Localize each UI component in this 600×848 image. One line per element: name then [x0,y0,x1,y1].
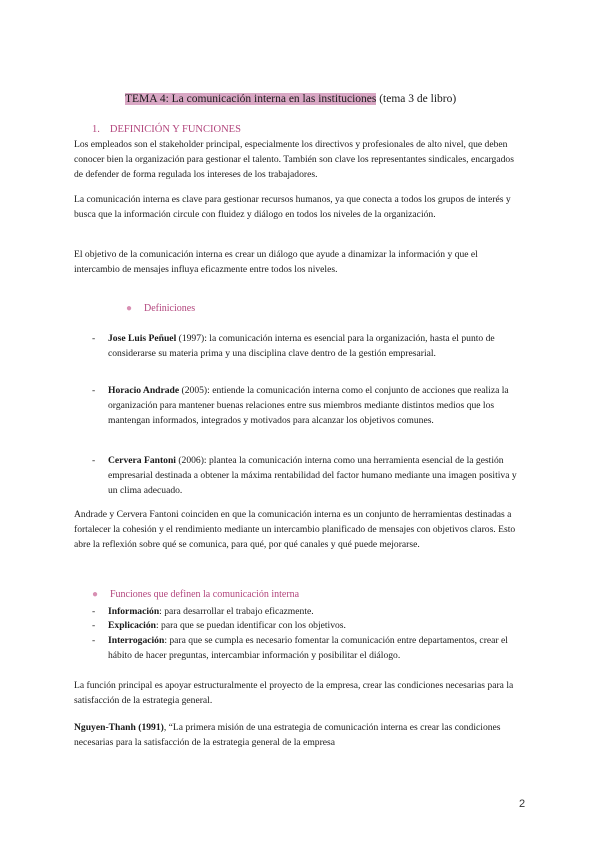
item-text: : para que se puedan identificar con los objetivos. [155,620,346,631]
list-item [92,453,522,498]
list-item [92,383,522,428]
dash-icon: - [92,620,96,631]
dash-icon: - [92,333,96,344]
item-term: Información [108,606,160,617]
dash-icon: - [92,455,96,466]
paragraph-2: La comunicación interna es clave para gestionar recursos humanos, ya que conecta a todos los grupos de interés y busca que la información circule con fluidez y diálogo en todos los niveles de la organización. [74,194,511,220]
paragraph-4: Andrade y Cervera Fantoni coinciden en que la comunicación interna es un conjunto de herramientas destinadas a fortalecer la cohesión y el rendimiento mediante un intercambio planificado de mensajes con objetivos claros. Esto abre la reflexión sobre qué se comunica, para qué, por qué canales y qué puede mejorarse. [74,509,516,550]
quote-author: Nguyen-Thanh (1991) [74,722,164,733]
list-item [92,604,522,619]
item-text: : para desarrollar el trabajo eficazmente. [159,606,314,617]
item-text: (2005): entiende la comunicación interna como el conjunto de acciones que realiza la organización para mantener buenas relaciones entre sus miembros mediante distintos medios que los mantengan informados, integrados y motivados para alcanzar los objetivos comunes. [108,385,509,426]
item-text: : para que se cumpla es necesario fomentar la comunicación entre departamentos, crear el hábito de hacer preguntas, intercambiar información y posibilitar el diálogo. [108,635,508,661]
item-author: Cervera Fantoni [108,455,176,466]
paragraph-5: La función principal es apoyar estructuralmente el proyecto de la empresa, crear las condiciones necesarias para la satisfacción de la estrategia general. [74,680,514,706]
bullet-icon: ● [126,303,133,314]
page-title [125,93,456,105]
title-highlight: TEMA 4: La comunicación interna en las instituciones [125,93,377,105]
item-author: Horacio Andrade [108,385,180,396]
definiciones-heading [126,303,195,314]
section-number: 1. [92,124,100,135]
section-heading [92,124,241,135]
section-label: DEFINICIÓN Y FUNCIONES [109,124,241,135]
item-term: Explicación [108,620,156,631]
dash-icon: - [92,606,96,617]
paragraph-1: Los empleados son el stakeholder principal, especialmente los directivos y profesionales de alto nivel, que deben conocer bien la organización para gestionar el talento. También son clave los representantes sindicales, encargados de defender de forma regulada los intereses de los trabajadores. [74,139,514,180]
paragraph-6 [74,720,524,750]
quote-text: , “La primera misión de una estrategia de comunicación interna es crear las condiciones necesarias para la satisfacción de la estrategia general de la empresa [74,722,501,748]
list-item [92,618,522,633]
definiciones-label: Definiciones [144,303,196,314]
list-item [92,633,522,663]
item-author: Jose Luis Peñuel [108,333,177,344]
bullet-icon: ● [92,589,99,600]
title-rest: (tema 3 de libro) [376,93,457,105]
paragraph-3: El objetivo de la comunicación interna es crear un diálogo que ayude a dinamizar la información y que el intercambio de mensajes influya eficazmente entre todos los niveles. [74,249,478,275]
funciones-heading [92,589,299,600]
item-term: Interrogación [108,635,165,646]
item-text: (1997): la comunicación interna es esencial para la organización, hasta el punto de considerarse su materia prima y una disciplina clave dentro de la gestión empresarial. [108,333,495,359]
funciones-label: Funciones que definen la comunicación interna [110,589,300,600]
dash-icon: - [92,635,96,646]
dash-icon: - [92,385,96,396]
page-number: 2 [519,798,526,810]
list-item [92,331,522,361]
item-text: (2006): plantea la comunicación interna como una herramienta esencial de la gestión empresarial destinada a obtener la máxima rentabilidad del factor humano mediante una imagen positiva y un clima adecuado. [108,455,517,496]
